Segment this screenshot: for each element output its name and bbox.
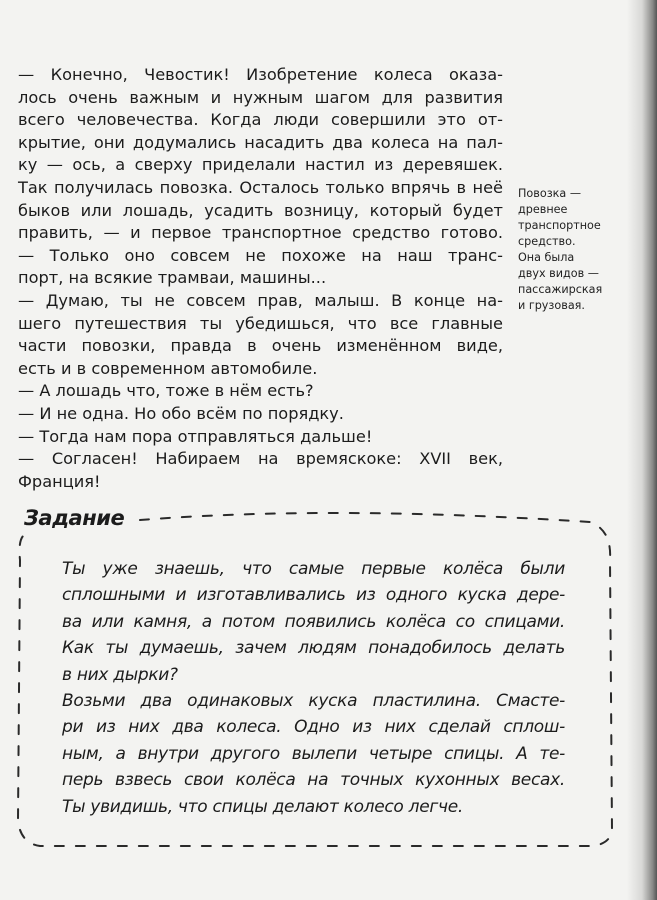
text-line: — Только оно совсем не похоже на наш транс-	[18, 245, 503, 265]
text-line: — Тогда нам пора отправляться дальше!	[18, 426, 373, 446]
text-line: Так получилась повозка. Осталось только впрячь в неё	[18, 177, 503, 197]
side-note-line: Повозка —	[518, 187, 582, 200]
text-line: Как ты думаешь, зачем людям понадобилось делать	[62, 638, 565, 659]
side-note-line: Она была	[518, 251, 575, 264]
text-line: Франция!	[18, 471, 101, 491]
text-line: крытие, они додумались насадить два колеса на пал-	[18, 132, 503, 152]
task-title: Задание	[24, 506, 125, 530]
side-note-line: и грузовая.	[518, 299, 585, 312]
side-note-line: пассажирская	[518, 283, 603, 296]
side-note-line: древнее	[518, 203, 568, 216]
text-line: ным, а внутри другого вылепи четыре спицы. А те-	[62, 743, 565, 764]
text-line: Ты уже знаешь, что самые первые колёса были	[62, 559, 565, 579]
text-line: Возьми два одинаковых куска пластилина. Смасте-	[62, 691, 565, 712]
text-line: всего человечества. Когда люди совершили это от-	[18, 110, 503, 130]
text-line: части повозки, правда в очень изменённом виде,	[18, 336, 503, 356]
text-line: ри из них два колеса. Одно из них сделай сплош-	[62, 717, 565, 738]
side-note-line: средство.	[518, 235, 576, 248]
text-line: порт, на всякие трамваи, машины...	[18, 268, 327, 288]
text-line: — Думаю, ты не совсем прав, малыш. В конце на-	[18, 290, 503, 310]
text-line: — Согласен! Набираем на времяскоке: XVII век,	[18, 449, 503, 469]
text-line: перь взвесь свои колёса на точных кухонных весах.	[62, 770, 565, 791]
text-line: быков или лошадь, усадить возницу, который будет	[18, 200, 503, 220]
text-line: есть и в современном автомобиле.	[18, 358, 318, 378]
side-note-line: двух видов —	[518, 267, 599, 280]
text-line: — И не одна. Но обо всём по порядку.	[18, 403, 344, 423]
text-line: лось очень важным и нужным шагом для развития	[18, 87, 503, 107]
text-line: в них дырки?	[62, 664, 178, 685]
text-line: — Конечно, Чевостик! Изобретение колеса оказа-	[18, 65, 503, 84]
side-note-line: транспортное	[518, 219, 601, 232]
text-line: шего путешествия ты убедишься, что все главные	[18, 313, 503, 333]
text-line: Ты увидишь, что спицы делают колесо легче.	[62, 796, 464, 817]
text-line: ку — ось, а сверху приделали настил из деревяшек.	[18, 155, 503, 175]
text-line: сплошными и изготавливались из одного куска дере-	[62, 585, 565, 606]
text-line: править, — и первое транспортное средство готово.	[18, 223, 503, 243]
task-text	[62, 556, 565, 820]
text-line: ва или камня, а потом появились колёса со спицами.	[62, 611, 565, 632]
text-line: — А лошадь что, тоже в нём есть?	[18, 381, 314, 401]
